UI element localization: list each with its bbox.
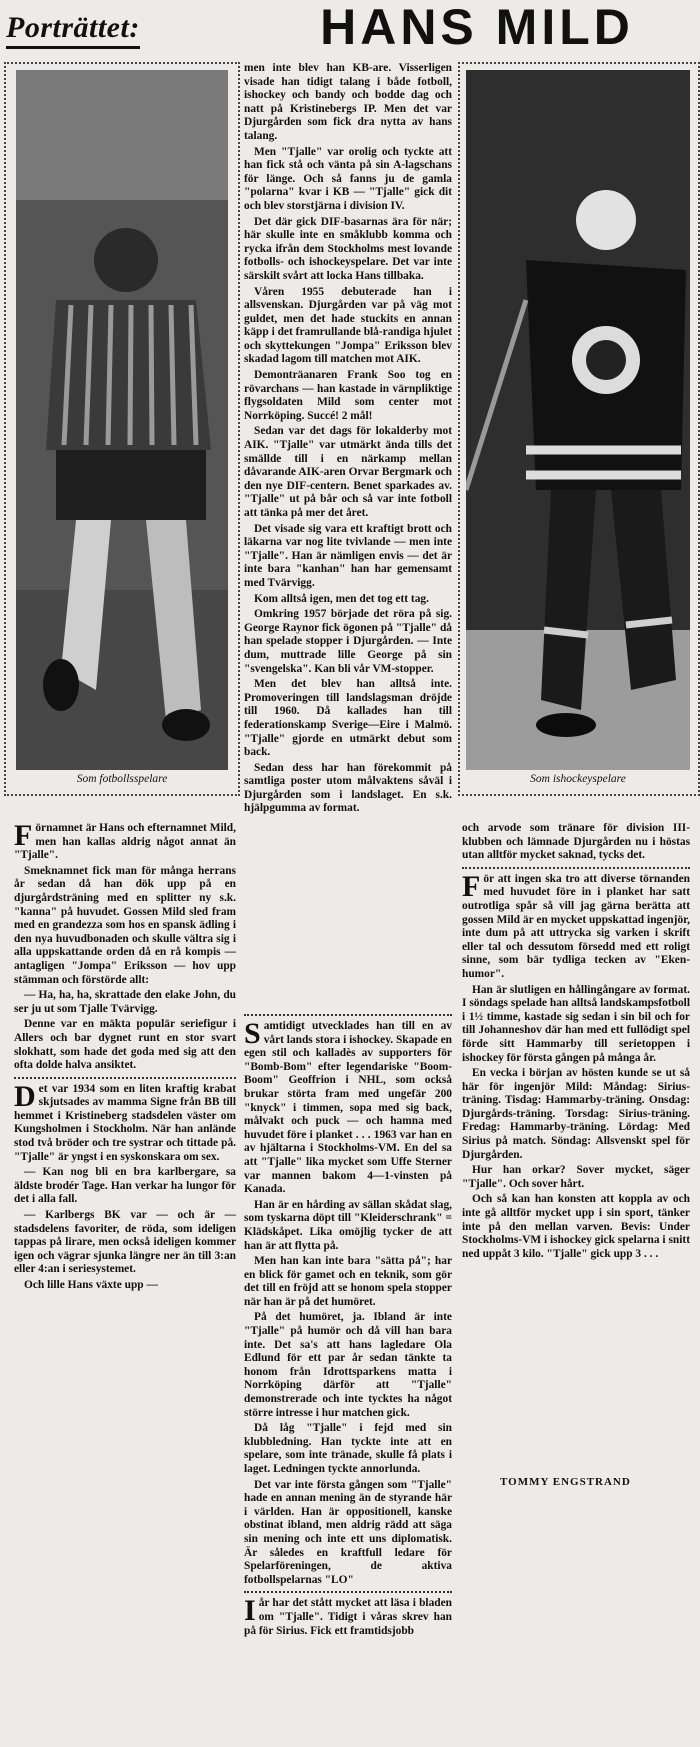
paragraph: Smeknamnet fick man för många herrans år sedan då han dök upp på en djurgårdsträning med en splitter ny s.k. "kanna" på huvudet. Gossen Mild sled fram med en grandezza som hos en spansk ädling i den nya huvudbonaden och skulle vältra sig i alla uppskattande orden då en rå kompis — antagligen "Jompa" Eriksson — hov upp stämman och förstörde allt: (14, 864, 236, 986)
article-column-center-bottom (244, 1010, 452, 1640)
headline: HANS MILD (320, 0, 634, 55)
article-column-center-top (244, 62, 452, 818)
paragraph: — Karlbergs BK var — och är — stadsdelens favoriter, de röda, som ideligen tappas på lirare, men också ideligen kommer igen och vägrar sjunka längre ner än till 3:an eller 4:an i seriesystemet. (14, 1209, 236, 1276)
paragraph: Demonträanaren Frank Soo tog en rövarchans — han kastade in värnpliktige flygsoldaten Mild som center mot Norrköping. Succé! 2 mål! (244, 369, 452, 422)
paragraph: och arvode som tränare för division III-klubben och lämnade Djurgården nu i höstas utan alltför mycket saknad, tycks det. (462, 822, 690, 862)
paragraph: Denne var en mäkta populär seriefigur i Allers och bar dygnet runt en stor svart slokhatt, som hade det goda med sig att den ofta dolde halva ansiktet. (14, 1018, 236, 1072)
paragraph: Omkring 1957 började det röra på sig. George Raynor fick ögonen på "Tjalle" då han spelade stopper i Djurgården. — Inte dum, muttrade lille George på sin "svengelska". Kan bli vår VM-stopper. (244, 608, 452, 675)
paragraph: Det visade sig vara ett kraftigt brott och läkarna var nog lite tvivlande — men inte "Tjalle". Han är nämligen envis — det är inte bara "kanhan" han har gemensamt med Tvärvigg. (244, 522, 452, 589)
paragraph: Men det blev han alltså inte. Promoveringen till landslagsman dröjde till 1960. Då kallades han till federationskamp Sverige—Eire i Malmö. "Tjalle" gjorde en utmärkt debut som back. (244, 678, 452, 759)
paragraph: Våren 1955 debuterade han i allsvenskan. Djurgården var på väg mot guldet, men det hade stuckits en annan käpp i det framrullande blå-randiga hjulet och skyttekungen "Jompa" Eriksson blev skadad lagom till matchen mot AIK. (244, 285, 452, 366)
paragraph: men inte blev han KB-are. Visserligen visade han tidigt talang i både fotboll, ishockey och bandy och bodde dag och natt på Kristinebergs IP. Men det var Djurgården som fick dra nytta av hans talang. (244, 62, 452, 142)
paragraph: Förnamnet är Hans och efternamnet Mild, men han kallas aldrig något annat än "Tjalle". (14, 819, 236, 862)
paragraph: Då låg "Tjalle" i fejd med sin klubbledning. Han tyckte inte att en spelare, som inte tränade, skulle få plats i laget. Ledningen tyckte annorlunda. (244, 1422, 452, 1475)
paragraph: — Kan nog bli en bra karlbergare, sa äldste brodér Tage. Han verkar ha lungor för det i alla fall. (14, 1166, 236, 1206)
paragraph: — Ha, ha, ha, skrattade den elake John, du ser ju ut som Tjalle Tvärvigg. (14, 989, 236, 1015)
paragraph: På det humöret, ja. Ibland är inte "Tjalle" på humör och då vill han bara inte. Det sa's att hans lagledare Ola Edlund för ett par år sedan tänkte ta honom från Idrottsparkens matta i Norrköping därför att "Tjalle" demonstrerade och inte tycktes ha något större intresse i hur matchen gick. (244, 1311, 452, 1419)
author-signature: TOMMY ENGSTRAND (500, 1476, 631, 1488)
paragraph: Kom alltså igen, men det tog ett tag. (254, 592, 429, 605)
paragraph: Det där gick DIF-basarnas ära för när; här skulle inte en småklubb komma och rycka ifrån dem Stockholms mest lovande fotbolls- och ishockeyspelare. Det var inte särskilt svårt att locka Hans tillbaka. (244, 215, 452, 282)
paragraph: Det var 1934 som en liten kraftig krabat skjutsades av mamma Signe från BB till hemmet i Kristineberg stadsdelen väster om Kungsholmen i Stockholm. När han anlände stod två bröder och tre systrar och tittade på. "Tjalle" är yngst i en syskonskara om sex. (14, 1077, 236, 1165)
paragraph: En vecka i början av hösten kunde se ut så här för ingenjör Mild: Måndag: Sirius-träning. Tisdag: Hammarby-träning. Onsdag: Djurgårds-träning. Torsdag: Sirius-träning. Fredag: Hammarby-träning. Lördag: Med Sirius på match. Söndag: Allsvenskt spel för Djurgården. (462, 1067, 690, 1161)
paragraph: Men "Tjalle" var orolig och tyckte att han fick stå och vänta på sin A-lagschans för länge. Och så fanns ju de gamla "polarna" kvar i KB — "Tjalle" gick dit och blev storstjärna i division IV. (244, 145, 452, 212)
paragraph: Han är en hårding av sällan skådat slag, som tyskarna döpt till "Kleiderschrank" = Klädskåpet. Lika omöjlig tycker de att han är att flytta på. (244, 1198, 452, 1252)
header-kicker: Porträttet: (6, 10, 140, 49)
football-photo (16, 70, 228, 770)
paragraph: Hur han orkar? Sover mycket, säger "Tjalle". Och sover hårt. (462, 1164, 690, 1190)
article-column-left (14, 819, 236, 1295)
paragraph: Men han kan inte bara "sätta på"; har en blick för gamet och en teknik, som gör det till en fröjd att se honom spela stopper när han är på det humöret. (244, 1255, 452, 1308)
paragraph: Och så kan han konsten att koppla av och inte gå alltför mycket upp i sin sport, tänker inte på den mellan varven. Bevis: Under Stockholms-VM i ishockey gick spelarna i snitt ned uppåt 3 kilo. "Tjalle" gick upp 3 . . . (462, 1193, 690, 1260)
paragraph: Samtidigt utvecklades han till en av vårt lands stora i ishockey. Skapade en egen stil och kalladès av supporters för "Bomb-Bom" efter legendariske "Boom-Boom" Geoffrion i NHL, som också brukar störta fram med ungefär 200 "knyck" i timmen, sopa med sig back, målvakt och puck — och hamna med huvudet före i planket . . . 1963 var han en av hjältarna i Stockholms-VM. En del sa att "Tjalle" lika mycket som Uffe Sterner var mannen bakom 4—1-vinsten på Kanada. (244, 1014, 452, 1197)
hockey-caption: Som ishockeyspelare (530, 773, 626, 785)
paragraph: För att ingen ska tro att diverse törnanden med huvudet före in i planket har satt outrotliga spår så vill jag gärna berätta att gossen Mild är en mycket uppskattad ingenjör, inte dum på att uttrycka sig varken i skrift eller tal och dessutom försedd med ett roligt sinne, som bär tydliga tecken av "Eken-humor". (462, 867, 690, 982)
paragraph: Han är slutligen en hållingångare av format. I söndags spelade han alltså landskampsfotboll i 1½ timme, kastade sig sedan i sin bil och for till Johanneshov där han med ett fullödigt spel förde sitt Hammarby till serietoppen i ishockey för första gången på många år. (462, 983, 690, 1064)
paragraph: Sedan var det dags för lokalderby mot AIK. "Tjalle" var utmärkt ända tills det smällde till i en närkamp mellan dåvarande AIK-aren Orvar Bergmark och den nye DIF-centern. Benet sparkades av. "Tjalle" ut på bår och så var inte fotboll att tänka på mer det året. (244, 425, 452, 519)
paragraph: Och lille Hans växte upp — (24, 1279, 158, 1291)
paragraph: Sedan dess har han förekommit på samtliga poster utom målvaktens såväl i Djurgården som i landslaget. En s.k. hjälpgumma av format. (244, 761, 452, 815)
article-column-right (462, 822, 690, 1263)
paragraph: Iår har det stått mycket att läsa i bladen om "Tjalle". Tidigt i våras skrev han på för Sirius. Fick ett framtidsjobb (244, 1591, 452, 1638)
hockey-photo (466, 70, 690, 770)
paragraph: Det var inte första gången som "Tjalle" hade en annan mening än de styrande här i världen. Han är oppositionell, kanske obstinat ibland, men aldrig rädd att säga sin mening och inte ett uns diplomatisk. Är således en kraftfull ledare för Spelarföreningen, de aktiva fotbollspelarnas "LO" (244, 1478, 452, 1586)
football-caption: Som fotbollsspelare (76, 773, 168, 785)
